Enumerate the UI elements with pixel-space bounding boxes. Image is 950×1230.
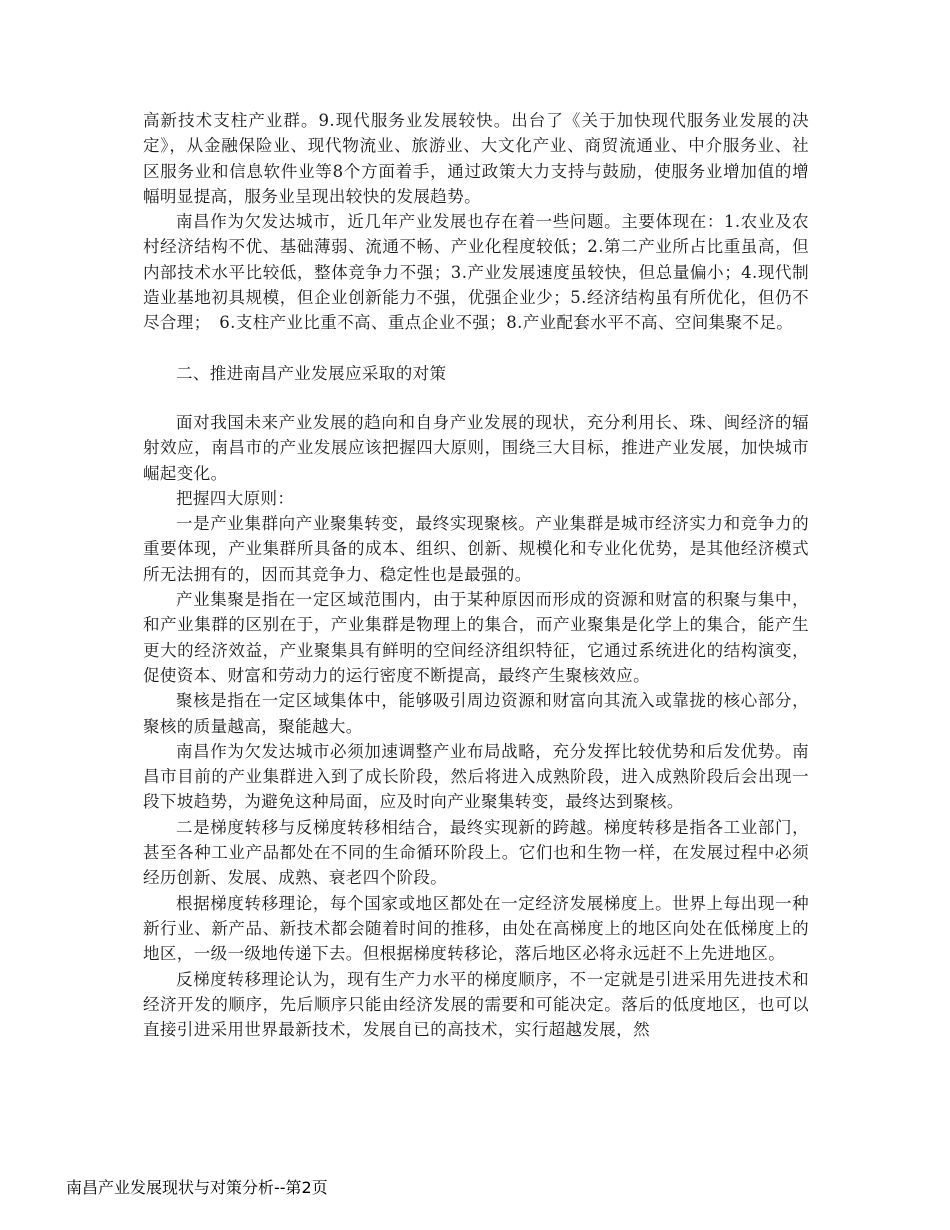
page-footer: 南昌产业发展现状与对策分析--第2页 bbox=[66, 1178, 328, 1197]
paragraph-principle-one: 一是产业集群向产业聚集转变，最终实现聚核。产业集群是城市经济实力和竞争力的重要体现，产业集群所具备的成本、组织、创新、规模化和专业化优势，是其他经济模式所无法拥有的，因而其竞争力、稳定性也是最强的。 bbox=[143, 514, 809, 584]
paragraph-problems: 南昌作为欠发达城市，近几年产业发展也存在着一些问题。主要体现在：1.农业及农村经济结构不优、基础薄弱、流通不畅、产业化程度较低；2.第二产业所占比重虽高，但内部技术水平比较低，整体竞争力不强；3.产业发展速度虽较快，但总量偏小；4.现代制造业基地初具规模，但企业创新能力不强，优强企业少；5.经济结构虽有所优化，但仍不尽合理； 6.支柱产业比重不高、重点企业不强；8.产业配套水平不高、空间集聚不足。 bbox=[143, 212, 809, 333]
paragraph-four-principles-label: 把握四大原则： bbox=[176, 488, 295, 508]
paragraph-industrial-agglomeration: 产业集聚是指在一定区域范围内，由于某种原因而形成的资源和财富的积聚与集中，和产业集群的区别在于，产业集群是物理上的集合，而产业聚集是化学上的集合，能产生更大的经济效益，产业聚集具有鲜明的空间经济组织特征，它通过系统进化的结构演变，促使资本、财富和劳动力的运行密度不断提高，最终产生聚核效应。 bbox=[143, 590, 809, 685]
section-heading: 二、推进南昌产业发展应采取的对策 bbox=[176, 363, 447, 383]
paragraph-nanchang-strategy: 南昌作为欠发达城市必须加速调整产业布局战略，充分发挥比较优势和后发优势。南昌市目前的产业集群进入到了成长阶段，然后将进入成熟阶段，进入成熟阶段后会出现一段下坡趋势，为避免这种局面，应及时向产业聚集转变，最终达到聚核。 bbox=[143, 741, 809, 812]
paragraph-principle-two: 二是梯度转移与反梯度转移相结合，最终实现新的跨越。梯度转移是指各工业部门，甚至各种工业产品都处在不同的生命循环阶段上。它们也和生物一样，在发展过程中必须经历创新、发展、成熟、衰老四个阶段。 bbox=[143, 817, 809, 888]
paragraph-overview: 面对我国未来产业发展的趋向和自身产业发展的现状，充分利用长、珠、闽经济的辐射效应，南昌市的产业发展应该把握四大原则，围绕三大目标，推进产业发展，加快城市崛起变化。 bbox=[143, 412, 809, 483]
paragraph-reverse-gradient-theory: 反梯度转移理论认为，现有生产力水平的梯度顺序，不一定就是引进采用先进技术和经济开发的顺序，先后顺序只能由经济发展的需要和可能决定。落后的低度地区，也可以直接引进采用世界最新技术，发展自已的高技术，实行超越发展，然 bbox=[143, 969, 809, 1040]
paragraph-services-development: 高新技术支柱产业群。9.现代服务业发展较快。出台了《关于加快现代服务业发展的决定》，从金融保险业、现代物流业、旅游业、大文化产业、商贸流通业、中介服务业、社区服务业和信息软件业等8个方面着手，通过政策大力支持与鼓励，使服务业增加值的增幅明显提高，服务业呈现出较快的发展趋势。 bbox=[143, 111, 809, 206]
paragraph-core-definition: 聚核是指在一定区域集体中，能够吸引周边资源和财富向其流入或靠拢的核心部分，聚核的质量越高，聚能越大。 bbox=[143, 691, 809, 736]
document-body bbox=[143, 108, 809, 1042]
paragraph-gradient-theory: 根据梯度转移理论，每个国家或地区都处在一定经济发展梯度上。世界上每出现一种新行业、新产品、新技术都会随着时间的推移，由处在高梯度上的地区向处在低梯度上的地区，一级一级地传递下去。但根据梯度转移论，落后地区必将永远赶不上先进地区。 bbox=[143, 893, 809, 964]
